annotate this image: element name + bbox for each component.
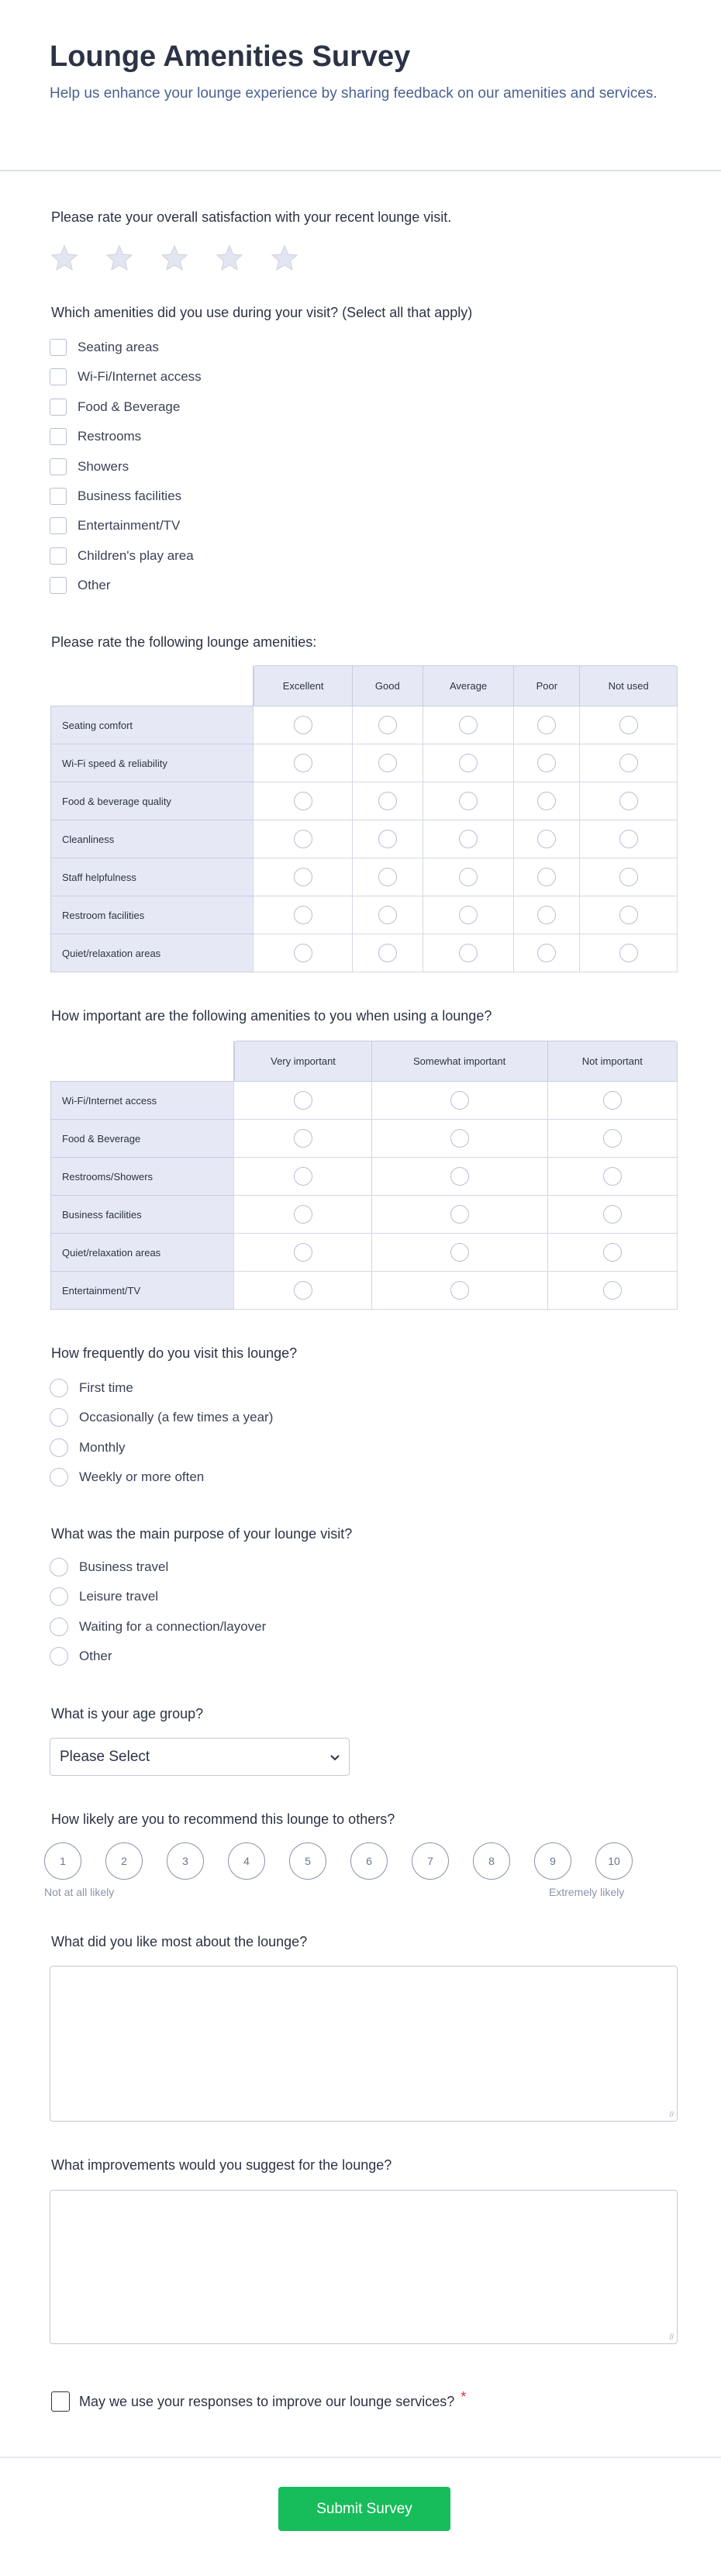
matrix-cell	[580, 706, 678, 744]
recommend-scale	[44, 1842, 633, 1880]
matrix-row-label: Entertainment/TV	[50, 1272, 234, 1310]
matrix-row	[50, 1272, 678, 1310]
matrix-header-row	[50, 1041, 678, 1082]
radio-button[interactable]	[537, 868, 556, 886]
matrix-cell	[254, 782, 352, 820]
radio-button[interactable]	[537, 944, 556, 962]
radio-button[interactable]	[50, 1618, 68, 1636]
radio-button[interactable]	[619, 830, 638, 848]
matrix-row	[50, 1120, 678, 1158]
matrix-cell	[423, 744, 515, 782]
option-label: Wi-Fi/Internet access	[78, 369, 202, 385]
matrix-row-label: Wi-Fi speed & reliability	[50, 744, 254, 782]
matrix-cell	[514, 858, 580, 896]
option-label: Children's play area	[78, 547, 194, 563]
radio-button[interactable]	[50, 1438, 68, 1457]
matrix-cell	[234, 1196, 371, 1234]
matrix-column-header: Not used	[580, 665, 678, 706]
option-q5[interactable]	[50, 1438, 126, 1457]
matrix-row-label: Wi-Fi/Internet access	[50, 1082, 234, 1120]
matrix-cell	[353, 896, 423, 934]
radio-button[interactable]	[294, 1205, 312, 1224]
q6-label: What was the main purpose of your lounge visit?	[51, 1526, 353, 1542]
matrix-row-label: Cleanliness	[50, 820, 254, 858]
page-title: Lounge Amenities Survey	[50, 40, 411, 73]
scale-option[interactable]: 10	[595, 1842, 633, 1880]
checkbox[interactable]	[50, 488, 67, 505]
q7-label: What is your age group?	[51, 1706, 204, 1721]
option-label: Waiting for a connection/layover	[79, 1618, 267, 1634]
radio-button[interactable]	[294, 754, 312, 772]
matrix-row	[50, 1158, 678, 1196]
matrix-row-label: Quiet/relaxation areas	[50, 934, 254, 972]
scale-option[interactable]: 8	[473, 1842, 510, 1880]
option-q6[interactable]	[50, 1647, 112, 1666]
option-label: Leisure travel	[79, 1589, 159, 1604]
radio-button[interactable]	[619, 754, 638, 772]
matrix-row-label: Staff helpfulness	[50, 858, 254, 896]
matrix-cell	[548, 1082, 678, 1120]
header-divider	[0, 170, 721, 171]
matrix-cell	[353, 782, 423, 820]
matrix-row	[50, 706, 678, 744]
matrix-cell	[254, 896, 352, 934]
matrix-cell	[514, 896, 580, 934]
matrix-corner	[50, 665, 254, 706]
option-q6[interactable]	[50, 1618, 266, 1636]
radio-button[interactable]	[294, 944, 312, 962]
q2-label: Which amenities did you use during your visit? (Select all that apply)	[51, 305, 473, 320]
radio-button[interactable]	[619, 868, 638, 886]
radio-button[interactable]	[603, 1281, 622, 1300]
radio-button[interactable]	[537, 906, 556, 924]
radio-button[interactable]	[378, 792, 397, 810]
radio-button[interactable]	[619, 716, 638, 734]
radio-button[interactable]	[459, 906, 478, 924]
radio-button[interactable]	[378, 944, 397, 962]
checkbox[interactable]	[50, 458, 67, 475]
matrix-cell	[423, 706, 515, 744]
consent-checkbox[interactable]	[51, 2391, 70, 2412]
resize-handle-icon[interactable]: //	[669, 2111, 674, 2119]
matrix-cell	[423, 858, 515, 896]
age-group-select[interactable]	[50, 1738, 350, 1776]
radio-button[interactable]	[50, 1379, 68, 1397]
radio-button[interactable]	[294, 1091, 312, 1110]
checkbox[interactable]	[50, 577, 67, 594]
radio-button[interactable]	[378, 754, 397, 772]
star-icon[interactable]	[215, 243, 244, 277]
radio-button[interactable]	[294, 868, 312, 886]
scale-max-label: Extremely likely	[549, 1886, 625, 1898]
matrix-cell	[423, 782, 515, 820]
star-icon[interactable]	[270, 243, 299, 277]
radio-button[interactable]	[619, 906, 638, 924]
matrix-cell	[372, 1272, 548, 1310]
matrix-cell	[353, 744, 423, 782]
matrix-cell	[548, 1272, 678, 1310]
radio-button[interactable]	[603, 1205, 622, 1224]
radio-button[interactable]	[603, 1167, 622, 1186]
matrix-cell	[423, 934, 515, 972]
radio-button[interactable]	[378, 830, 397, 848]
option-label: Food & Beverage	[78, 399, 181, 414]
radio-button[interactable]	[450, 1129, 469, 1148]
matrix-cell	[353, 706, 423, 744]
matrix-cell	[234, 1120, 371, 1158]
radio-button[interactable]	[603, 1243, 622, 1262]
matrix-cell	[423, 896, 515, 934]
radio-button[interactable]	[537, 716, 556, 734]
radio-button[interactable]	[459, 868, 478, 886]
q3-label: Please rate the following lounge amenities:	[51, 634, 317, 650]
option-q5[interactable]	[50, 1468, 204, 1487]
matrix-cell	[254, 858, 352, 896]
matrix-cell	[580, 744, 678, 782]
option-label: Other	[78, 578, 111, 593]
radio-button[interactable]	[619, 944, 638, 962]
matrix-column-header: Poor	[514, 665, 580, 706]
submit-survey-button[interactable]: Submit Survey	[278, 2487, 450, 2531]
option-q6[interactable]	[50, 1587, 158, 1606]
q1-label: Please rate your overall satisfaction with your recent lounge visit.	[51, 209, 452, 225]
matrix-row	[50, 896, 678, 934]
radio-button[interactable]	[537, 830, 556, 848]
radio-button[interactable]	[294, 716, 312, 734]
matrix-cell	[548, 1196, 678, 1234]
matrix-cell	[372, 1120, 548, 1158]
matrix-cell	[548, 1158, 678, 1196]
radio-button[interactable]	[50, 1647, 68, 1666]
matrix-row	[50, 1082, 678, 1120]
matrix-cell	[514, 706, 580, 744]
radio-button[interactable]	[450, 1205, 469, 1224]
radio-button[interactable]	[603, 1129, 622, 1148]
matrix-row-label: Business facilities	[50, 1196, 234, 1234]
option-q2[interactable]	[50, 368, 202, 385]
matrix-cell	[234, 1158, 371, 1196]
matrix-row-label: Food & beverage quality	[50, 782, 254, 820]
radio-button[interactable]	[450, 1167, 469, 1186]
matrix-cell	[372, 1082, 548, 1120]
matrix-cell	[234, 1272, 371, 1310]
matrix-cell	[548, 1120, 678, 1158]
scale-option[interactable]: 5	[289, 1842, 326, 1880]
importance-matrix	[50, 1041, 678, 1310]
radio-button[interactable]	[50, 1408, 68, 1427]
matrix-cell	[234, 1234, 371, 1272]
radio-button[interactable]	[450, 1243, 469, 1262]
option-q2[interactable]	[50, 488, 181, 505]
matrix-corner	[50, 1041, 234, 1082]
liked-most-textarea[interactable]	[50, 1966, 678, 2122]
option-q5[interactable]	[50, 1379, 133, 1397]
option-label: Monthly	[79, 1439, 126, 1455]
option-q2[interactable]	[50, 428, 141, 445]
radio-button[interactable]	[50, 1468, 68, 1487]
star-icon[interactable]	[160, 243, 189, 277]
radio-button[interactable]	[294, 830, 312, 848]
matrix-cell	[254, 706, 352, 744]
scale-option[interactable]: 6	[350, 1842, 388, 1880]
checkbox[interactable]	[50, 368, 67, 385]
checkbox[interactable]	[50, 399, 67, 416]
radio-button[interactable]	[619, 792, 638, 810]
option-label: Business travel	[79, 1559, 169, 1574]
consent-label: May we use your responses to improve our lounge services?	[79, 2393, 455, 2409]
radio-button[interactable]	[459, 716, 478, 734]
matrix-row	[50, 820, 678, 858]
matrix-cell	[254, 820, 352, 858]
checkbox[interactable]	[50, 339, 67, 356]
radio-button[interactable]	[294, 1243, 312, 1262]
matrix-row-label: Restrooms/Showers	[50, 1158, 234, 1196]
option-q2[interactable]	[50, 547, 194, 565]
q9-label: What did you like most about the lounge?	[51, 1934, 308, 1949]
matrix-cell	[372, 1196, 548, 1234]
checkbox[interactable]	[50, 547, 67, 565]
radio-button[interactable]	[459, 944, 478, 962]
radio-button[interactable]	[459, 830, 478, 848]
option-q2[interactable]	[50, 458, 129, 475]
matrix-cell	[580, 820, 678, 858]
option-q2[interactable]	[50, 517, 180, 534]
option-label: Occasionally (a few times a year)	[79, 1410, 274, 1425]
radio-button[interactable]	[450, 1091, 469, 1110]
matrix-column-header: Somewhat important	[372, 1041, 548, 1082]
option-label: Other	[79, 1649, 112, 1664]
matrix-column-header: Not important	[548, 1041, 678, 1082]
resize-handle-icon[interactable]: //	[669, 2333, 674, 2342]
option-q2[interactable]	[50, 577, 111, 594]
matrix-column-header: Average	[423, 665, 515, 706]
amenities-rating-matrix	[50, 665, 678, 972]
matrix-cell	[580, 782, 678, 820]
scale-option[interactable]: 7	[412, 1842, 449, 1880]
option-label: Seating areas	[78, 340, 159, 354]
star-icon[interactable]	[50, 243, 79, 277]
matrix-row-label: Seating comfort	[50, 706, 254, 744]
radio-button[interactable]	[537, 754, 556, 772]
radio-button[interactable]	[537, 792, 556, 810]
matrix-cell	[423, 820, 515, 858]
scale-option[interactable]: 4	[228, 1842, 265, 1880]
matrix-row	[50, 1234, 678, 1272]
matrix-cell	[353, 820, 423, 858]
matrix-row	[50, 934, 678, 972]
page-subtitle: Help us enhance your lounge experience by sharing feedback on our amenities and services.	[50, 85, 657, 102]
matrix-cell	[514, 782, 580, 820]
matrix-cell	[353, 858, 423, 896]
radio-button[interactable]	[459, 754, 478, 772]
matrix-cell	[514, 744, 580, 782]
matrix-cell	[353, 934, 423, 972]
radio-button[interactable]	[450, 1281, 469, 1300]
radio-button[interactable]	[294, 906, 312, 924]
radio-button[interactable]	[603, 1091, 622, 1110]
matrix-cell	[254, 934, 352, 972]
matrix-row	[50, 1196, 678, 1234]
radio-button[interactable]	[50, 1558, 68, 1576]
q8-label: How likely are you to recommend this lounge to others?	[51, 1811, 395, 1827]
option-q2[interactable]	[50, 339, 159, 356]
scale-option[interactable]: 9	[534, 1842, 571, 1880]
star-icon[interactable]	[105, 243, 134, 277]
radio-button[interactable]	[50, 1587, 68, 1606]
matrix-row	[50, 744, 678, 782]
footer-divider	[0, 2457, 721, 2458]
matrix-cell	[514, 934, 580, 972]
radio-button[interactable]	[378, 906, 397, 924]
radio-button[interactable]	[294, 1167, 312, 1186]
matrix-column-header: Very important	[234, 1041, 371, 1082]
option-label: First time	[79, 1380, 133, 1395]
radio-button[interactable]	[459, 792, 478, 810]
radio-button[interactable]	[294, 1281, 312, 1300]
matrix-cell	[234, 1082, 371, 1120]
option-q6[interactable]	[50, 1558, 168, 1576]
option-label: Business facilities	[78, 489, 182, 503]
option-label: Restrooms	[78, 429, 142, 444]
matrix-cell	[372, 1234, 548, 1272]
option-label: Weekly or more often	[79, 1469, 205, 1485]
matrix-cell	[548, 1234, 678, 1272]
scale-min-label: Not at all likely	[44, 1886, 115, 1898]
scale-option[interactable]: 2	[105, 1842, 143, 1880]
improvements-textarea[interactable]	[50, 2190, 678, 2344]
q10-label: What improvements would you suggest for the lounge?	[51, 2157, 392, 2173]
matrix-cell	[254, 744, 352, 782]
option-q5[interactable]	[50, 1408, 273, 1427]
radio-button[interactable]	[378, 868, 397, 886]
matrix-row-label: Food & Beverage	[50, 1120, 234, 1158]
consent-field	[51, 2388, 467, 2412]
option-label: Showers	[78, 458, 129, 474]
matrix-row-label: Quiet/relaxation areas	[50, 1234, 234, 1272]
matrix-cell	[514, 820, 580, 858]
q5-label: How frequently do you visit this lounge?	[51, 1345, 298, 1361]
matrix-cell	[580, 896, 678, 934]
option-label: Entertainment/TV	[78, 518, 181, 534]
matrix-cell	[372, 1158, 548, 1196]
option-q2[interactable]	[50, 399, 180, 416]
radio-button[interactable]	[378, 716, 397, 734]
radio-button[interactable]	[294, 1129, 312, 1148]
checkbox[interactable]	[50, 428, 67, 445]
scale-option[interactable]: 3	[167, 1842, 204, 1880]
matrix-row-label: Restroom facilities	[50, 896, 254, 934]
matrix-header-row	[50, 665, 678, 706]
q4-label: How important are the following amenities to you when using a lounge?	[51, 1008, 492, 1024]
scale-option[interactable]: 1	[44, 1842, 81, 1880]
chevron-down-icon	[330, 1749, 340, 1766]
required-mark: *	[461, 2388, 467, 2405]
matrix-cell	[580, 858, 678, 896]
matrix-column-header: Good	[353, 665, 423, 706]
checkbox[interactable]	[50, 517, 67, 534]
matrix-row	[50, 782, 678, 820]
age-group-selected: Please Select	[60, 1748, 150, 1765]
matrix-column-header: Excellent	[254, 665, 352, 706]
radio-button[interactable]	[294, 792, 312, 810]
matrix-row	[50, 858, 678, 896]
matrix-cell	[580, 934, 678, 972]
star-rating[interactable]	[50, 243, 299, 277]
